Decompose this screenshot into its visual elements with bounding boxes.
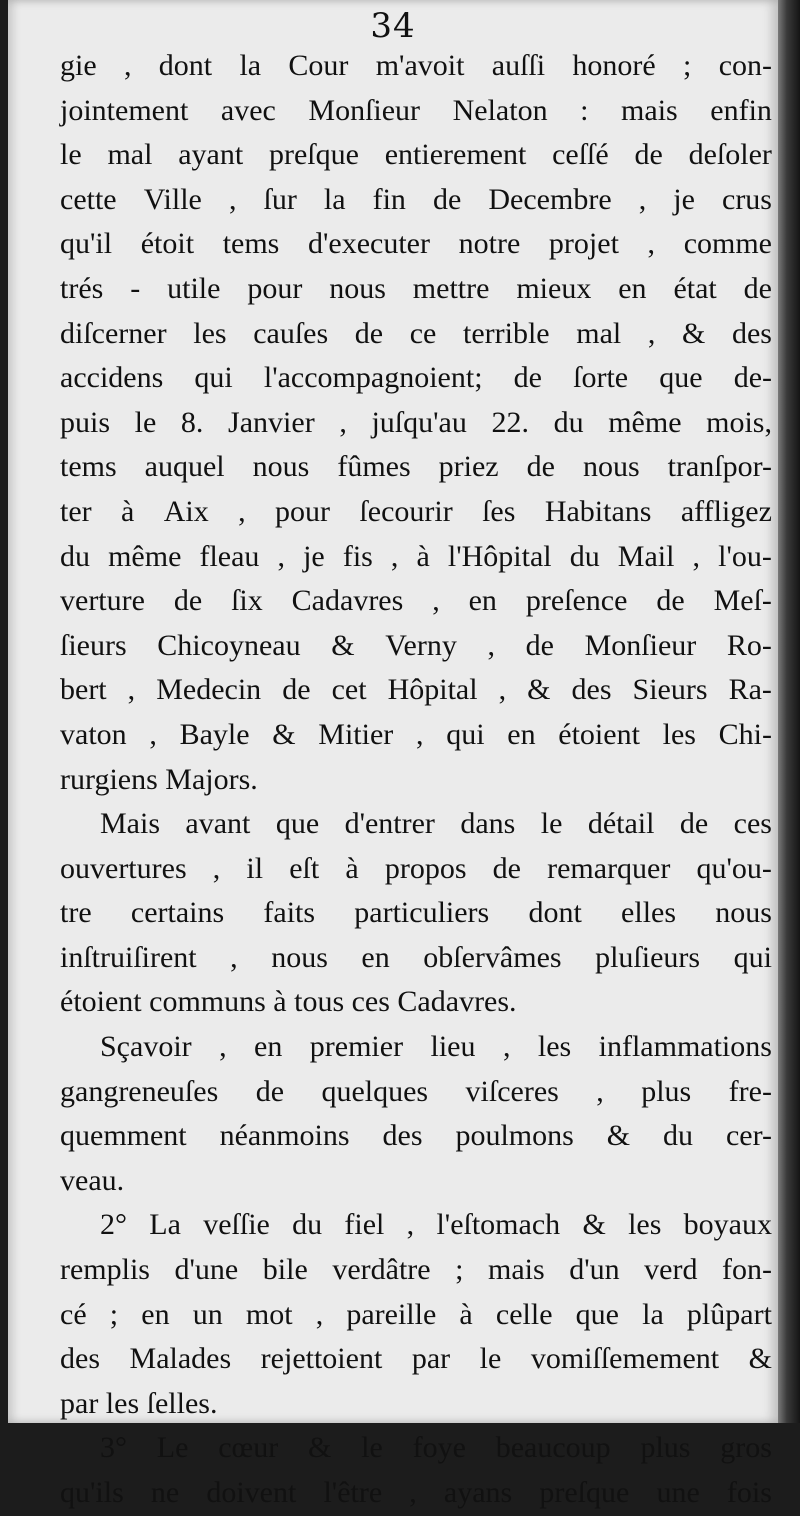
text-line: qu'ils ne doivent l'être , ayans preſque une fois <box>60 1476 772 1509</box>
text-line: trés - utile pour nous mettre mieux en état de <box>60 271 772 305</box>
body-text <box>60 44 772 1516</box>
text-line: par les ſelles. <box>60 1386 218 1420</box>
text-line: jointement avec Monſieur Nelaton : mais enfin <box>60 93 772 127</box>
text-line: 3° Le cœur & le foye beaucoup plus gros <box>100 1431 772 1465</box>
text-line: qu'il étoit tems d'executer notre projet , comme <box>60 227 772 261</box>
text-line: gangreneuſes de quelques viſceres , plus fre- <box>60 1074 772 1108</box>
text-line: cette Ville , ſur la fin de Decembre , je crus <box>60 182 772 216</box>
text-line: 2° La veſſie du fiel , l'eſtomach & les boyaux <box>100 1208 772 1242</box>
text-line: Mais avant que d'entrer dans le détail de ces <box>100 807 772 841</box>
text-line: puis le 8. Janvier , juſqu'au 22. du même mois, <box>60 405 772 439</box>
text-line: du même fleau , je fis , à l'Hôpital du Mail , l'ou- <box>60 539 772 573</box>
text-line: cé ; en un mot , pareille à celle que la plûpart <box>60 1297 772 1331</box>
book-page <box>8 0 778 1509</box>
text-line: le mal ayant preſque entierement ceſſé de deſoler <box>60 138 772 172</box>
text-line: gie , dont la Cour m'avoit auſſi honoré ; con- <box>60 49 772 82</box>
text-line: tre certains faits particuliers dont elles nous <box>60 896 772 930</box>
text-line: inſtruiſirent , nous en obſervâmes pluſieurs qui <box>60 940 772 974</box>
text-line: veau. <box>60 1163 125 1197</box>
text-line: bert , Medecin de cet Hôpital , & des Sieurs Ra- <box>60 673 772 707</box>
text-line: verture de ſix Cadavres , en preſence de Meſ- <box>60 584 772 618</box>
page-number: 34 <box>370 6 416 46</box>
text-line: remplis d'une bile verdâtre ; mais d'un verd fon- <box>60 1253 772 1287</box>
text-line: étoient communs à tous ces Cadavres. <box>60 985 517 1019</box>
text-line: quemment néanmoins des poulmons & du cer- <box>60 1119 772 1153</box>
text-line: des Malades rejettoient par le vomiſſemement & <box>60 1342 772 1376</box>
text-line: ouvertures , il eſt à propos de remarquer qu'ou- <box>60 851 772 885</box>
book-spine-shadow <box>778 0 800 1423</box>
text-line: rurgiens Majors. <box>60 762 258 796</box>
text-line: diſcerner les cauſes de ce terrible mal , & des <box>60 316 772 350</box>
text-line: accidens qui l'accompagnoient; de ſorte que de- <box>60 361 772 395</box>
text-line: Sçavoir , en premier lieu , les inflammations <box>100 1030 772 1064</box>
text-line: tems auquel nous fûmes priez de nous tranſpor- <box>60 450 772 484</box>
text-line: ter à Aix , pour ſecourir ſes Habitans affligez <box>60 494 772 528</box>
text-line: vaton , Bayle & Mitier , qui en étoient les Chi- <box>60 717 772 751</box>
text-line: ſieurs Chicoyneau & Verny , de Monſieur Ro- <box>60 628 772 662</box>
